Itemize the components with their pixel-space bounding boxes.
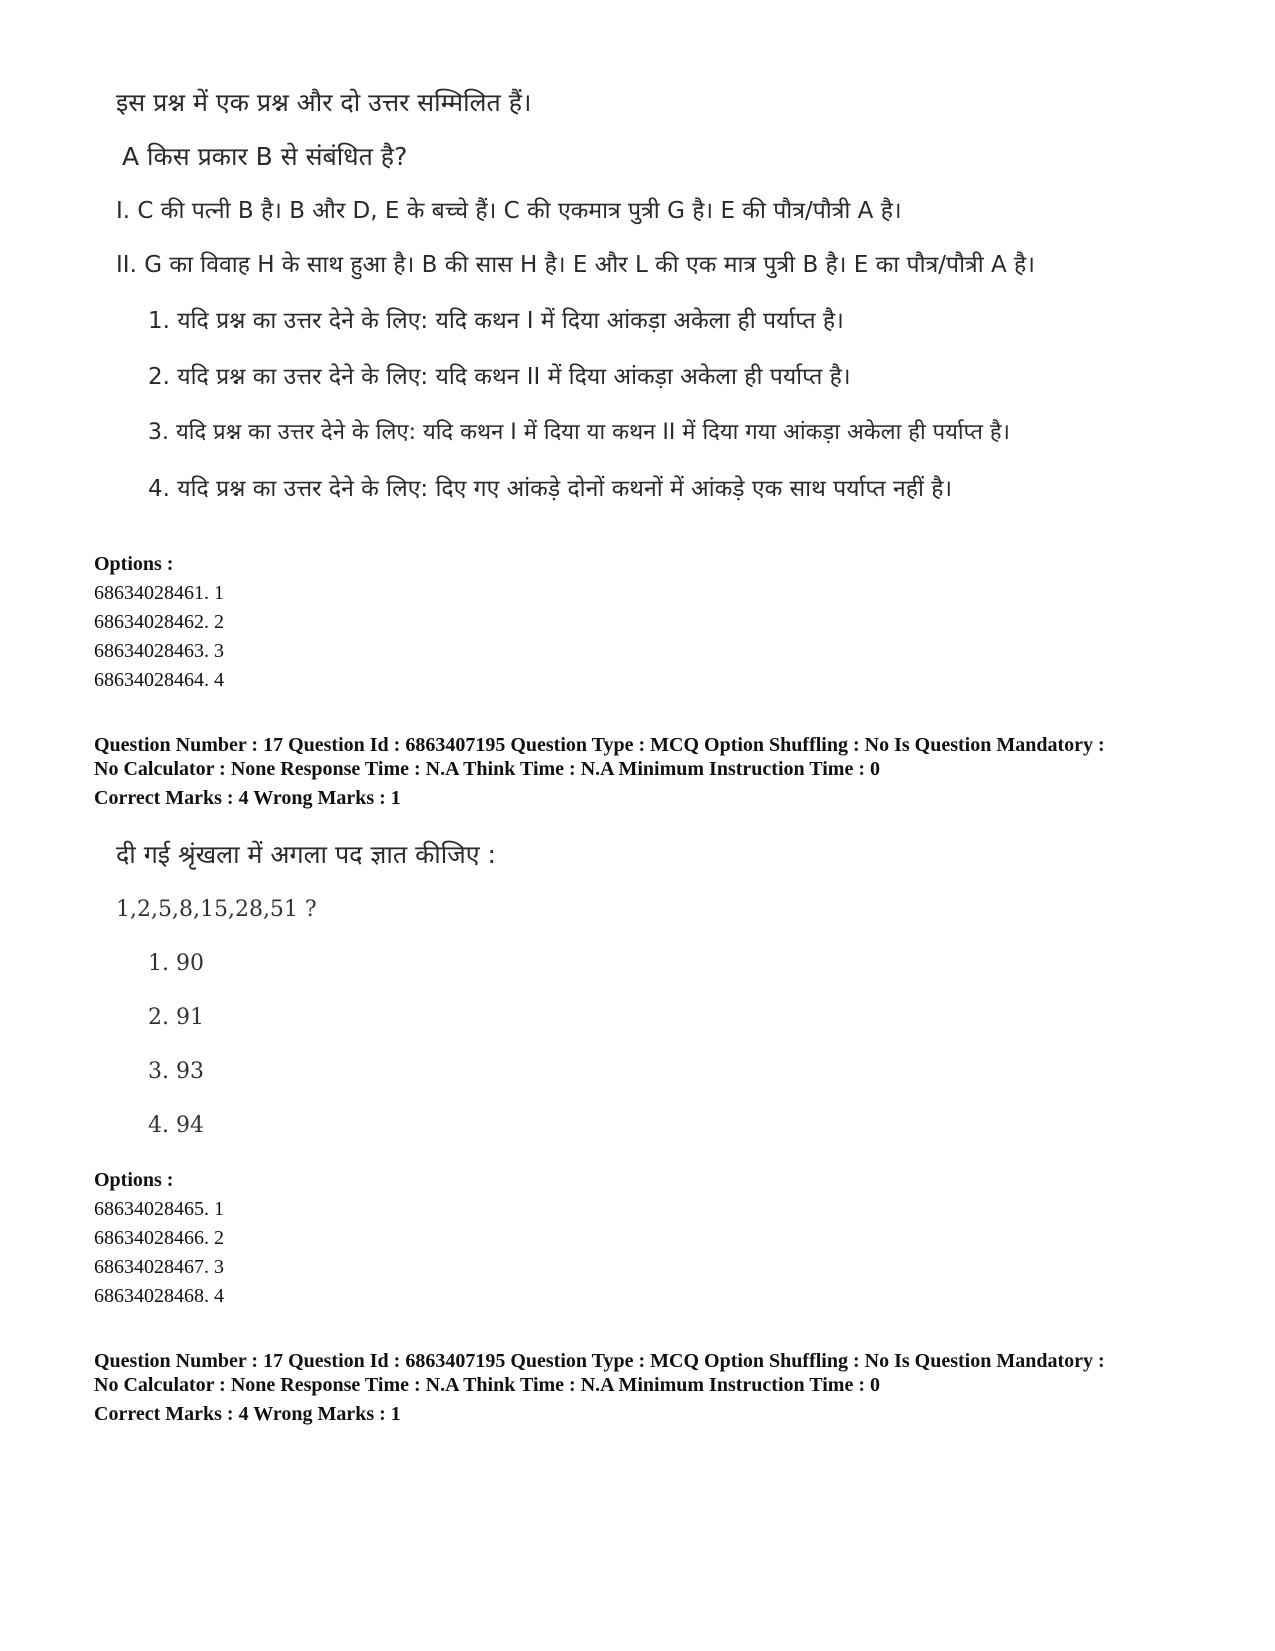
meta-line: No Calculator : None Response Time : N.A Think Time : N.A Minimum Instruction Time : 0 <box>94 1374 880 1396</box>
option-item: 68634028462. 2 <box>94 611 224 633</box>
question-intro: इस प्रश्न में एक प्रश्न और दो उत्तर सम्मिलित हैं। <box>116 88 532 117</box>
option-item: 68634028463. 3 <box>94 640 224 662</box>
option-item: 68634028467. 3 <box>94 1256 224 1278</box>
answer-choice: 1. यदि प्रश्न का उत्तर देने के लिए: यदि कथन I में दिया आंकड़ा अकेला ही पर्याप्त है। <box>148 308 844 334</box>
options-title: Options : <box>94 553 174 575</box>
answer-choice: 3. 93 <box>148 1059 204 1084</box>
option-item: 68634028464. 4 <box>94 669 224 691</box>
statement-2: II. G का विवाह H के साथ हुआ है। B की सास H है। E और L की एक मात्र पुत्री B है। E का पौत्र/पौत्री A है। <box>116 252 1035 278</box>
answer-choice: 2. यदि प्रश्न का उत्तर देने के लिए: यदि कथन II में दिया आंकड़ा अकेला ही पर्याप्त है। <box>148 364 851 390</box>
option-item: 68634028465. 1 <box>94 1198 224 1220</box>
marks-line: Correct Marks : 4 Wrong Marks : 1 <box>94 1403 401 1425</box>
answer-choice: 4. यदि प्रश्न का उत्तर देने के लिए: दिए गए आंकड़े दोनों कथनों में आंकड़े एक साथ पर्याप्त नहीं है। <box>148 476 953 502</box>
meta-line: Question Number : 17 Question Id : 6863407195 Question Type : MCQ Option Shuffling : No Is Question Mandatory : <box>94 1350 1105 1372</box>
meta-line: Question Number : 17 Question Id : 6863407195 Question Type : MCQ Option Shuffling : No Is Question Mandatory : <box>94 734 1105 756</box>
answer-choice: 2. 91 <box>148 1005 204 1030</box>
answer-choice: 3. यदि प्रश्न का उत्तर देने के लिए: यदि कथन I में दिया या कथन II में दिया गया आंकड़ा अकेला ही पर्याप्त है। <box>148 420 1010 445</box>
option-item: 68634028468. 4 <box>94 1285 224 1307</box>
marks-line: Correct Marks : 4 Wrong Marks : 1 <box>94 787 401 809</box>
option-item: 68634028461. 1 <box>94 582 224 604</box>
answer-choice: 1. 90 <box>148 951 204 976</box>
meta-line: No Calculator : None Response Time : N.A Think Time : N.A Minimum Instruction Time : 0 <box>94 758 880 780</box>
question-text: A किस प्रकार B से संबंधित है? <box>122 142 408 171</box>
statement-1: I. C की पत्नी B है। B और D, E के बच्चे हैं। C की एकमात्र पुत्री G है। E की पौत्र/पौत्री A है। <box>116 198 902 224</box>
number-series: 1,2,5,8,15,28,51 ? <box>116 897 317 922</box>
options-title: Options : <box>94 1169 174 1191</box>
option-item: 68634028466. 2 <box>94 1227 224 1249</box>
question-text: दी गई श्रृंखला में अगला पद ज्ञात कीजिए : <box>116 840 496 869</box>
answer-choice: 4. 94 <box>148 1113 204 1138</box>
